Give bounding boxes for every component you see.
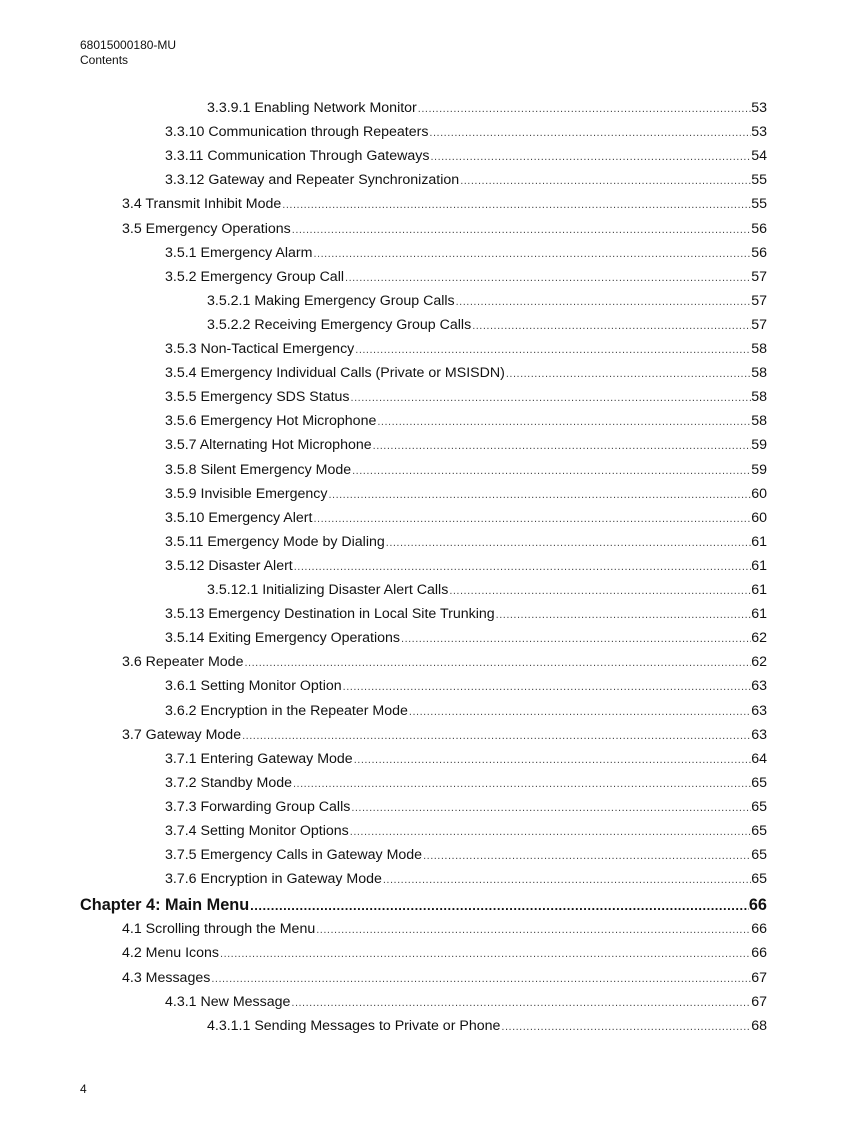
toc-entry-page: 67 [751,993,767,1010]
toc-entry[interactable] [0,602,767,626]
dot-leader [291,218,751,242]
toc-entry-page: 56 [751,244,767,261]
toc-entry[interactable] [0,867,767,891]
dot-leader [210,967,751,991]
toc-entry-title: 3.3.9.1 Enabling Network Monitor [207,100,417,116]
toc-entry-title: 3.7.4 Setting Monitor Options [165,823,349,839]
toc-entry[interactable] [0,409,767,433]
toc-entry[interactable] [0,795,767,819]
toc-entry[interactable] [0,941,767,965]
toc-entry-page: 67 [751,969,767,986]
toc-entry-page: 68 [751,1017,767,1034]
toc-entry-page: 61 [751,557,767,574]
toc-entry-page: 53 [751,100,767,116]
toc-entry-title: Chapter 4: Main Menu [80,896,250,915]
toc-entry[interactable] [0,966,767,990]
toc-entry-page: 62 [751,654,767,671]
toc-entry-page: 60 [751,485,767,502]
toc-entry[interactable] [0,168,767,192]
toc-entry-title: 3.7.5 Emergency Calls in Gateway Mode [165,847,423,864]
toc-entry[interactable] [0,771,767,795]
toc-entry[interactable] [0,217,767,241]
dot-leader [351,459,751,483]
dot-leader [350,796,751,820]
toc-entry-page: 61 [751,582,767,598]
toc-entry-title: 4.2 Menu Icons [122,945,220,962]
toc-entry-page: 54 [751,148,767,165]
dot-leader [448,579,751,603]
toc-entry-title: 3.4 Transmit Inhibit Mode [122,196,282,213]
toc-entry-page: 66 [751,945,767,962]
toc-entry[interactable] [0,289,767,313]
dot-leader [376,410,751,434]
toc-entry-page: 64 [751,750,767,767]
dot-leader [342,675,752,699]
toc-entry-page: 63 [751,726,767,743]
dot-leader [455,290,752,314]
running-header [80,38,176,68]
toc-entry-page: 59 [751,461,767,478]
toc-entry-page: 56 [751,220,767,237]
dot-leader [350,386,752,410]
toc-entry-page: 58 [751,365,767,382]
toc-entry-title: 3.5.6 Emergency Hot Microphone [165,413,377,430]
toc-entry-title: 3.3.11 Communication Through Gateways [165,148,430,165]
toc-entry-title: 3.7.2 Standby Mode [165,774,292,791]
toc-entry-page: 58 [751,341,767,357]
toc-entry[interactable] [0,917,767,941]
dot-leader [349,820,751,844]
toc-entry-title: 3.5 Emergency Operations [122,220,291,237]
toc-entry-title: 4.3.1 New Message [165,993,291,1010]
toc-entry[interactable] [0,1014,767,1038]
toc-entry-title: 3.3.12 Gateway and Repeater Synchronization [165,172,460,189]
toc-entry-page: 53 [751,124,767,141]
toc-entry[interactable] [0,650,767,674]
toc-entry-page: 60 [751,509,767,526]
toc-entry-page: 62 [751,630,767,647]
toc-entry-page: 57 [751,268,767,285]
toc-entry-title: 3.5.14 Exiting Emergency Operations [165,630,401,647]
dot-leader [408,700,751,724]
toc-entry[interactable] [0,96,767,120]
dot-leader [293,555,751,579]
toc-entry[interactable] [0,506,767,530]
dot-leader [241,724,751,748]
dot-leader [243,651,751,675]
toc-entry[interactable] [0,385,767,409]
toc-entry-title: 3.3.10 Communication through Repeaters [165,124,429,141]
toc-entry-title: 3.5.2 Emergency Group Call [165,268,345,285]
dot-leader [281,193,751,217]
toc-entry-title: 3.5.1 Emergency Alarm [165,244,313,261]
toc-entry[interactable] [0,674,767,698]
dot-leader [400,627,751,651]
dot-leader [417,97,751,121]
dot-leader [290,991,751,1015]
toc-entry[interactable] [0,626,767,650]
toc-entry-page: 58 [751,389,767,406]
toc-entry-page: 57 [751,292,767,309]
toc-entry-page: 55 [751,196,767,213]
toc-entry-title: 3.6.2 Encryption in the Repeater Mode [165,702,408,719]
toc-entry-title: 3.6.1 Setting Monitor Option [165,678,342,695]
toc-entry-title: 3.5.13 Emergency Destination in Local Site Trunking [165,606,495,623]
toc-entry[interactable] [0,433,767,457]
dot-leader [495,603,752,627]
toc-entry-title: 3.5.5 Emergency SDS Status [165,389,350,406]
toc-entry-title: 4.1 Scrolling through the Menu [122,921,316,938]
toc-entry[interactable] [0,530,767,554]
dot-leader [312,242,751,266]
toc-entry-title: 4.3.1.1 Sending Messages to Private or Phone [207,1017,501,1034]
toc-entry-title: 3.5.11 Emergency Mode by Dialing [165,533,385,550]
dot-leader [312,507,751,531]
toc-entry-title: 3.7.3 Forwarding Group Calls [165,798,351,815]
toc-entry-page: 55 [751,172,767,189]
toc-entry-title: 3.5.4 Emergency Individual Calls (Private or MSISDN) [165,365,505,382]
toc-entry[interactable] [0,120,767,144]
toc-entry-page: 59 [751,437,767,454]
toc-entry[interactable] [0,699,767,723]
toc-entry[interactable] [0,192,767,216]
dot-leader [382,868,751,892]
dot-leader [422,844,751,868]
toc-entry-page: 61 [751,606,767,623]
dot-leader [292,772,751,796]
toc-entry-page: 57 [751,316,767,333]
toc-entry-title: 3.7.1 Entering Gateway Mode [165,750,353,767]
toc-entry[interactable] [0,554,767,578]
dot-leader [327,483,751,507]
toc-entry[interactable] [0,819,767,843]
toc-entry[interactable] [0,990,767,1014]
toc-entry[interactable] [0,265,767,289]
dot-leader [459,169,751,193]
toc-entry-page: 65 [751,823,767,839]
dot-leader [505,362,751,386]
toc-entry-page: 65 [751,774,767,791]
toc-entry-title: 3.5.7 Alternating Hot Microphone [165,437,372,454]
toc-entry-title: 3.5.12.1 Initializing Disaster Alert Calls [207,582,449,598]
toc-entry-title: 4.3 Messages [122,969,211,986]
dot-leader [372,434,752,458]
dot-leader [344,266,751,290]
toc-entry[interactable] [0,337,767,361]
toc-entry-title: 3.5.2.1 Making Emergency Group Calls [207,292,455,309]
toc-entry[interactable] [0,843,767,867]
toc-entry-title: 3.7.6 Encryption in Gateway Mode [165,871,382,888]
toc-entry-title: 3.5.2.2 Receiving Emergency Group Calls [207,316,472,333]
toc-entry-page: 66 [748,896,767,915]
toc-entry-page: 63 [751,678,767,695]
toc-entry-title: 3.5.3 Non-Tactical Emergency [165,341,355,357]
toc-entry-title: 3.5.8 Silent Emergency Mode [165,461,352,478]
toc-entry-title: 3.5.12 Disaster Alert [165,557,293,574]
toc-entry[interactable] [0,747,767,771]
toc-entry[interactable] [0,482,767,506]
toc-entry[interactable] [0,313,767,337]
page-number: 4 [80,1082,87,1096]
dot-leader [385,531,751,555]
dot-leader [500,1015,751,1039]
toc-entry-page: 58 [751,413,767,430]
dot-leader [219,942,751,966]
document-id: 68015000180-MU [80,38,177,52]
dot-leader [471,314,751,338]
toc-entry-page: 66 [751,921,767,938]
toc-entry[interactable] [0,144,767,168]
dot-leader [353,748,752,772]
toc-entry-page: 63 [751,702,767,719]
toc-entry-title: 3.7 Gateway Mode [122,726,242,743]
toc-entry[interactable] [0,458,767,482]
toc-chapter-entry[interactable] [0,892,767,918]
toc-entry-page: 65 [751,798,767,815]
dot-leader [315,918,751,942]
dot-leader [428,121,751,145]
toc-entry[interactable] [0,361,767,385]
dot-leader [354,338,751,362]
toc-entry-title: 3.6 Repeater Mode [122,654,244,671]
toc-entry-title: 3.5.9 Invisible Emergency [165,485,328,502]
toc-entry[interactable] [0,241,767,265]
section-name: Contents [80,53,129,67]
toc-entry-page: 61 [751,533,767,550]
toc-entry-page: 65 [751,847,767,864]
dot-leader [249,893,749,919]
toc-entry[interactable] [0,723,767,747]
toc-entry-page: 65 [751,871,767,888]
toc-entry[interactable] [0,578,767,602]
dot-leader [429,145,751,169]
toc-entry-title: 3.5.10 Emergency Alert [165,509,313,526]
